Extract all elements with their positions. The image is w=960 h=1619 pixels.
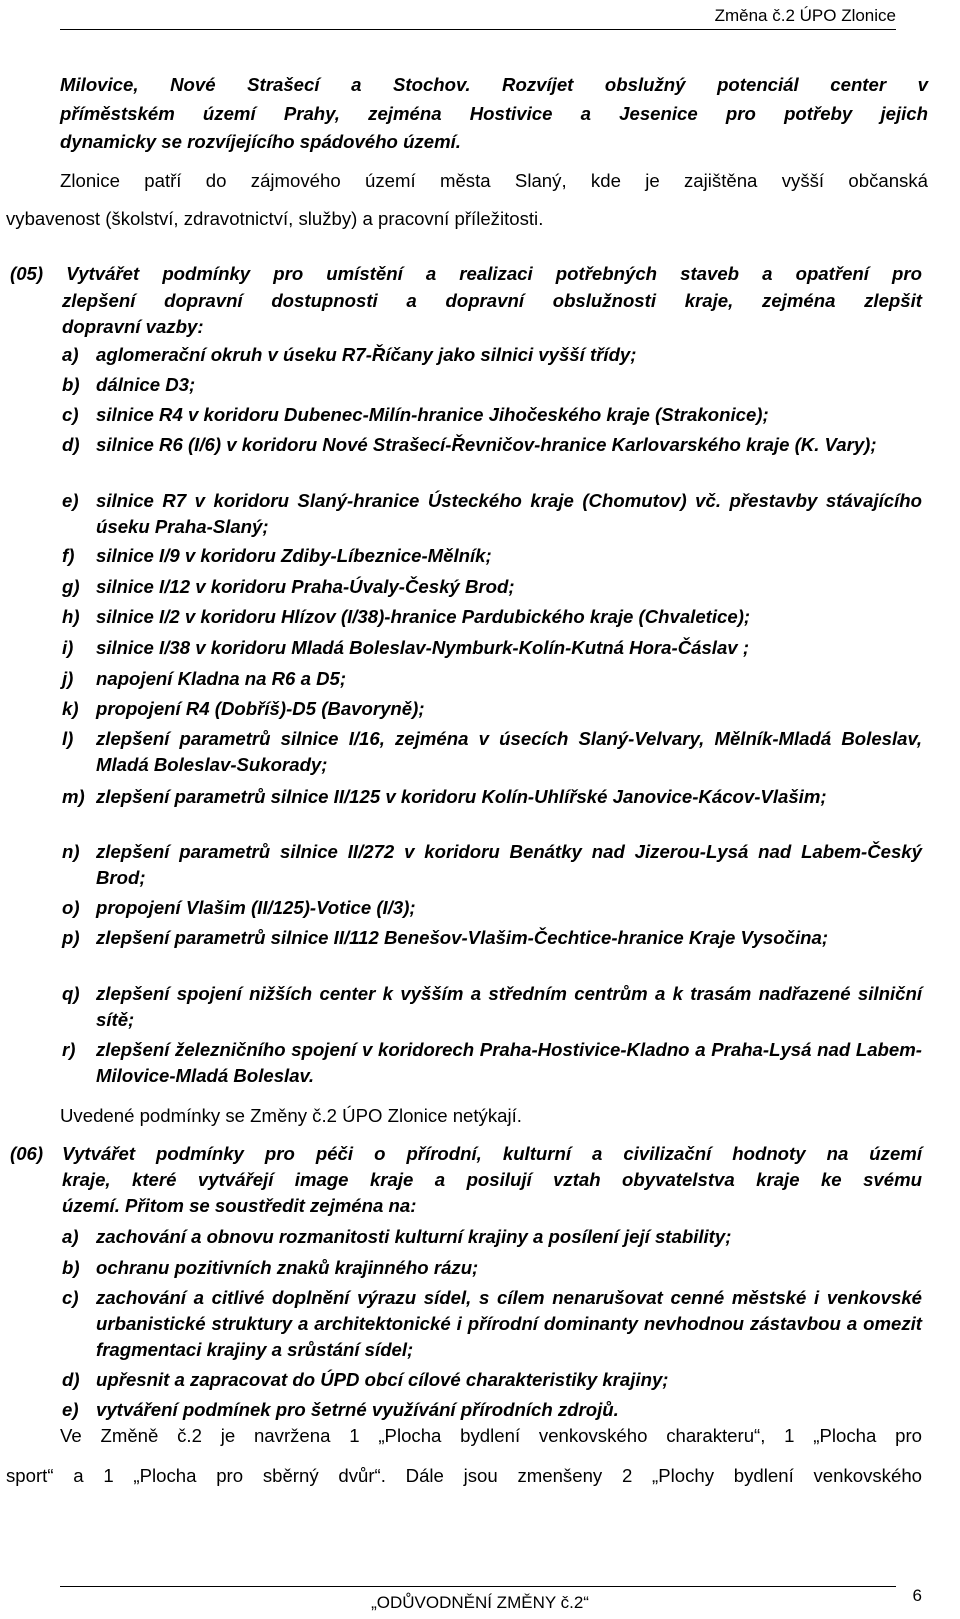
list-item: l) zlepšení parametrů silnice I/16, zejména v úsecích Slaný-Velvary, Mělník-Mladá Boleslav, Mladá Boleslav-Sukorady; xyxy=(62,728,922,775)
list-item: a) aglomerační okruh v úseku R7-Říčany jako silnici vyšší třídy; xyxy=(62,344,637,365)
page-number: 6 xyxy=(912,1586,922,1605)
section-06-note-line: sport“ a 1 „Plocha pro sběrný dvůr“. Dále jsou zmenšeny 2 „Plochy bydlení venkovského xyxy=(6,1465,922,1486)
list-item: g) silnice I/12 v koridoru Praha-Úvaly-Český Brod; xyxy=(62,576,515,597)
list-item: n) zlepšení parametrů silnice II/272 v koridoru Benátky nad Jizerou-Lysá nad Labem-Český Brod; xyxy=(62,841,922,888)
section-06-number: (06) xyxy=(10,1143,44,1164)
page-footer xyxy=(0,1586,960,1615)
list-item: e) silnice R7 v koridoru Slaný-hranice Ústeckého kraje (Chomutov) vč. přestavby stávajícího úseku Praha-Slaný; xyxy=(62,490,922,537)
intro-line: Milovice, Nové Strašecí a Stochov. Rozvíjet obslužný potenciál center v xyxy=(60,74,928,95)
intro-paragraph-line: Zlonice patří do zájmového území města Slaný, kde je zajištěna vyšší občanská xyxy=(60,170,928,191)
list-item: k) propojení R4 (Dobříš)-D5 (Bavoryně); xyxy=(62,698,425,719)
list-item: d) upřesnit a zapracovat do ÚPD obcí cílové charakteristiky krajiny; xyxy=(62,1369,669,1390)
list-item: b) ochranu pozitivních znaků krajinného rázu; xyxy=(62,1257,479,1278)
list-item: c) silnice R4 v koridoru Dubenec-Milín-hranice Jihočeského kraje (Strakonice); xyxy=(62,404,769,425)
list-item: m) zlepšení parametrů silnice II/125 v koridoru Kolín-Uhlířské Janovice-Kácov-Vlašim; xyxy=(62,786,827,807)
section-06-heading: Vytvářet podmínky pro péči o přírodní, kulturní a civilizační hodnoty na území xyxy=(62,1143,922,1164)
list-item: p) zlepšení parametrů silnice II/112 Benešov-Vlašim-Čechtice-hranice Kraje Vysočina; xyxy=(62,927,829,948)
section-06-note-line: Ve Změně č.2 je navržena 1 „Plocha bydlení venkovského charakteru“, 1 „Plocha pro xyxy=(60,1425,922,1446)
list-item: e) vytváření podmínek pro šetrné využívání přírodních zdrojů. xyxy=(62,1399,619,1420)
list-item: i) silnice I/38 v koridoru Mladá Boleslav-Nymburk-Kolín-Kutná Hora-Čáslav ; xyxy=(62,637,750,658)
intro-line: dynamicky se rozvíjejícího spádového území. xyxy=(60,131,461,152)
header-rule xyxy=(60,29,896,30)
intro-line: příměstském území Prahy, zejména Hostivice a Jesenice pro potřeby jejich xyxy=(60,103,928,124)
footer-title: „ODŮVODNĚNÍ ZMĚNY č.2“ xyxy=(371,1593,589,1612)
section-05-heading: dopravní vazby: xyxy=(62,316,204,337)
intro-paragraph-line: vybavenost (školství, zdravotnictví, služby) a pracovní příležitosti. xyxy=(6,208,544,229)
list-item: b) dálnice D3; xyxy=(62,374,196,395)
section-05-note: Uvedené podmínky se Změny č.2 ÚPO Zlonice netýkají. xyxy=(60,1105,522,1126)
section-05-heading: zlepšení dopravní dostupnosti a dopravní obslužnosti kraje, zejména zlepšit xyxy=(62,290,922,311)
footer-rule xyxy=(60,1586,896,1587)
section-06-heading: kraje, které vytvářejí image kraje a posilují vztah obyvatelstva kraje ke svému xyxy=(62,1169,922,1190)
list-item: c) zachování a citlivé doplnění výrazu sídel, s cílem nenarušovat cenné městské i venkovské urbanistické struktury a architektonické i přírodní dominanty nevhodnou zástavbou a omezit fragmentaci krajiny a srůstání sídel; xyxy=(62,1287,922,1360)
list-item: h) silnice I/2 v koridoru Hlízov (I/38)-hranice Pardubického kraje (Chvaletice); xyxy=(62,606,751,627)
list-item: j) napojení Kladna na R6 a D5; xyxy=(62,668,347,689)
list-item: q) zlepšení spojení nižších center k vyšším a středním centrům a k trasám nadřazené silniční sítě; xyxy=(62,983,922,1030)
page-header-title: Změna č.2 ÚPO Zlonice xyxy=(714,6,896,25)
list-item: o) propojení Vlašim (II/125)-Votice (I/3); xyxy=(62,897,416,918)
list-item: f) silnice I/9 v koridoru Zdiby-Líbeznice-Mělník; xyxy=(62,545,492,566)
list-item: a) zachování a obnovu rozmanitosti kulturní krajiny a posílení její stability; xyxy=(62,1226,732,1247)
section-06-heading: území. Přitom se soustředit zejména na: xyxy=(62,1195,417,1216)
list-item: r) zlepšení železničního spojení v koridorech Praha-Hostivice-Kladno a Praha-Lysá nad Labem-Milovice-Mladá Boleslav. xyxy=(62,1039,922,1086)
list-item: d) silnice R6 (I/6) v koridoru Nové Strašecí-Řevničov-hranice Karlovarského kraje (K. Vary); xyxy=(62,434,877,455)
section-05-heading: (05) Vytvářet podmínky pro umístění a realizaci potřebných staveb a opatření pro xyxy=(10,263,922,284)
